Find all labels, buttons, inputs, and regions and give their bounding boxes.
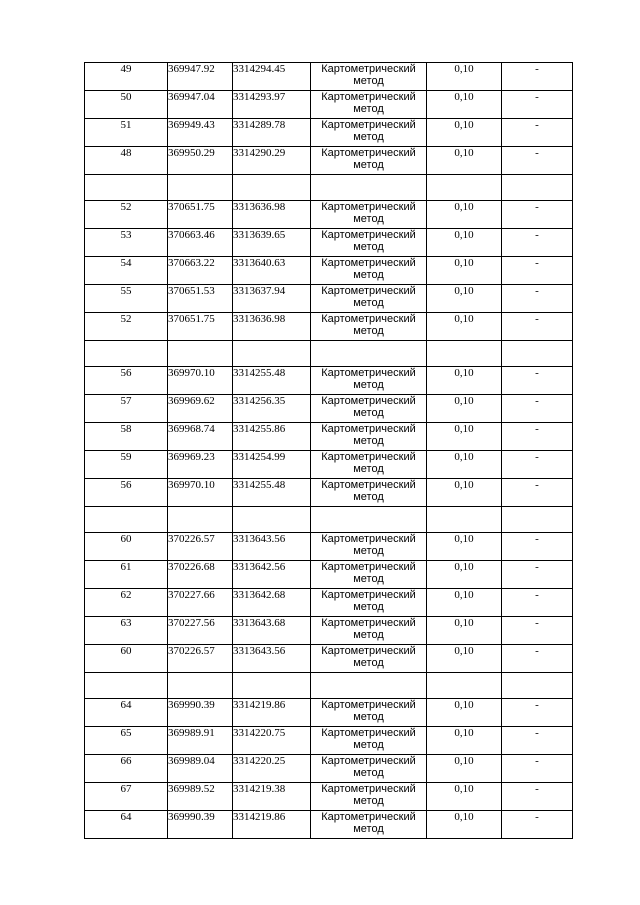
method-line-1: Картометрический xyxy=(321,617,416,629)
method-line-2: метод xyxy=(353,491,384,503)
method-line-2: метод xyxy=(353,739,384,751)
empty-cell xyxy=(85,673,168,699)
point-number: 61 xyxy=(85,561,168,589)
empty-cell xyxy=(85,507,168,533)
accuracy-value: 0,10 xyxy=(427,201,502,229)
coordinate-y: 3313643.56 xyxy=(233,645,311,673)
method-line-2: метод xyxy=(353,573,384,585)
point-number: 56 xyxy=(85,479,168,507)
coordinate-x: 369990.39 xyxy=(168,811,233,839)
empty-cell xyxy=(168,175,233,201)
accuracy-value: 0,10 xyxy=(427,423,502,451)
empty-cell xyxy=(311,341,427,367)
table-row xyxy=(85,423,573,451)
coordinate-x: 369989.04 xyxy=(168,755,233,783)
method-line-1: Картометрический xyxy=(321,147,416,159)
method-line-1: Картометрический xyxy=(321,119,416,131)
table-row xyxy=(85,755,573,783)
point-number: 48 xyxy=(85,147,168,175)
coordinate-y: 3313642.56 xyxy=(233,561,311,589)
method-line-2: метод xyxy=(353,241,384,253)
note-value: - xyxy=(502,811,573,839)
coordinate-x: 370663.46 xyxy=(168,229,233,257)
empty-cell xyxy=(427,673,502,699)
method-line-1: Картометрический xyxy=(321,811,416,823)
point-number: 65 xyxy=(85,727,168,755)
method-line-1: Картометрический xyxy=(321,699,416,711)
method-line-1: Картометрический xyxy=(321,313,416,325)
method-line-2: метод xyxy=(353,213,384,225)
method-cell xyxy=(311,561,427,589)
method-cell xyxy=(311,811,427,839)
method-line-1: Картометрический xyxy=(321,645,416,657)
table-row xyxy=(85,533,573,561)
separator-row xyxy=(85,673,573,699)
separator-row xyxy=(85,507,573,533)
table-row xyxy=(85,395,573,423)
note-value: - xyxy=(502,589,573,617)
method-cell xyxy=(311,783,427,811)
table-row xyxy=(85,617,573,645)
table-row xyxy=(85,561,573,589)
coordinate-y: 3313636.98 xyxy=(233,313,311,341)
point-number: 58 xyxy=(85,423,168,451)
point-number: 64 xyxy=(85,699,168,727)
table-row xyxy=(85,699,573,727)
method-line-2: метод xyxy=(353,325,384,337)
coordinate-x: 370226.57 xyxy=(168,645,233,673)
note-value: - xyxy=(502,313,573,341)
table-row xyxy=(85,201,573,229)
method-cell xyxy=(311,119,427,147)
accuracy-value: 0,10 xyxy=(427,313,502,341)
accuracy-value: 0,10 xyxy=(427,367,502,395)
table-row xyxy=(85,229,573,257)
point-number: 66 xyxy=(85,755,168,783)
method-cell xyxy=(311,147,427,175)
note-value: - xyxy=(502,645,573,673)
coordinate-y: 3314219.86 xyxy=(233,699,311,727)
empty-cell xyxy=(233,341,311,367)
method-cell xyxy=(311,63,427,91)
note-value: - xyxy=(502,783,573,811)
point-number: 55 xyxy=(85,285,168,313)
coordinate-x: 369968.74 xyxy=(168,423,233,451)
empty-cell xyxy=(85,341,168,367)
coordinate-y: 3314289.78 xyxy=(233,119,311,147)
method-cell xyxy=(311,699,427,727)
note-value: - xyxy=(502,201,573,229)
coordinate-y: 3314219.38 xyxy=(233,783,311,811)
method-line-2: метод xyxy=(353,75,384,87)
note-value: - xyxy=(502,451,573,479)
coordinate-x: 369989.52 xyxy=(168,783,233,811)
method-line-2: метод xyxy=(353,545,384,557)
accuracy-value: 0,10 xyxy=(427,479,502,507)
point-number: 56 xyxy=(85,367,168,395)
accuracy-value: 0,10 xyxy=(427,451,502,479)
note-value: - xyxy=(502,423,573,451)
coordinate-x: 369969.62 xyxy=(168,395,233,423)
point-number: 52 xyxy=(85,313,168,341)
method-line-1: Картометрический xyxy=(321,201,416,213)
method-line-2: метод xyxy=(353,435,384,447)
accuracy-value: 0,10 xyxy=(427,63,502,91)
accuracy-value: 0,10 xyxy=(427,285,502,313)
empty-cell xyxy=(168,673,233,699)
coordinate-x: 370226.57 xyxy=(168,533,233,561)
method-line-1: Картометрический xyxy=(321,589,416,601)
method-cell xyxy=(311,201,427,229)
table-row xyxy=(85,367,573,395)
accuracy-value: 0,10 xyxy=(427,755,502,783)
method-line-2: метод xyxy=(353,103,384,115)
accuracy-value: 0,10 xyxy=(427,119,502,147)
method-line-1: Картометрический xyxy=(321,367,416,379)
note-value: - xyxy=(502,479,573,507)
coordinate-x: 369949.43 xyxy=(168,119,233,147)
coordinate-y: 3314255.48 xyxy=(233,479,311,507)
empty-cell xyxy=(233,175,311,201)
coordinates-table xyxy=(84,62,573,839)
coordinate-y: 3314294.45 xyxy=(233,63,311,91)
accuracy-value: 0,10 xyxy=(427,257,502,285)
method-line-1: Картометрический xyxy=(321,91,416,103)
method-line-1: Картометрический xyxy=(321,229,416,241)
separator-row xyxy=(85,341,573,367)
note-value: - xyxy=(502,367,573,395)
method-cell xyxy=(311,229,427,257)
table-row xyxy=(85,91,573,119)
method-cell xyxy=(311,423,427,451)
empty-cell xyxy=(311,175,427,201)
coordinate-x: 370651.53 xyxy=(168,285,233,313)
table-row xyxy=(85,63,573,91)
method-line-1: Картометрический xyxy=(321,451,416,463)
coordinate-x: 369989.91 xyxy=(168,727,233,755)
coordinate-y: 3313636.98 xyxy=(233,201,311,229)
coordinate-y: 3314254.99 xyxy=(233,451,311,479)
method-line-1: Картометрический xyxy=(321,755,416,767)
empty-cell xyxy=(168,341,233,367)
table-row xyxy=(85,285,573,313)
method-line-1: Картометрический xyxy=(321,727,416,739)
coordinate-x: 370651.75 xyxy=(168,313,233,341)
note-value: - xyxy=(502,533,573,561)
point-number: 54 xyxy=(85,257,168,285)
note-value: - xyxy=(502,147,573,175)
table-row xyxy=(85,811,573,839)
empty-cell xyxy=(233,673,311,699)
empty-cell xyxy=(427,341,502,367)
note-value: - xyxy=(502,395,573,423)
method-cell xyxy=(311,727,427,755)
table-row xyxy=(85,479,573,507)
coordinate-y: 3314256.35 xyxy=(233,395,311,423)
coordinate-x: 369970.10 xyxy=(168,479,233,507)
note-value: - xyxy=(502,755,573,783)
coordinate-y: 3313639.65 xyxy=(233,229,311,257)
method-cell xyxy=(311,285,427,313)
accuracy-value: 0,10 xyxy=(427,395,502,423)
point-number: 62 xyxy=(85,589,168,617)
method-line-1: Картометрический xyxy=(321,423,416,435)
method-cell xyxy=(311,617,427,645)
table-row xyxy=(85,783,573,811)
accuracy-value: 0,10 xyxy=(427,617,502,645)
accuracy-value: 0,10 xyxy=(427,589,502,617)
note-value: - xyxy=(502,257,573,285)
point-number: 53 xyxy=(85,229,168,257)
table-row xyxy=(85,147,573,175)
note-value: - xyxy=(502,617,573,645)
table-row xyxy=(85,727,573,755)
method-cell xyxy=(311,755,427,783)
method-line-1: Картометрический xyxy=(321,561,416,573)
accuracy-value: 0,10 xyxy=(427,561,502,589)
point-number: 64 xyxy=(85,811,168,839)
coordinate-x: 369947.92 xyxy=(168,63,233,91)
accuracy-value: 0,10 xyxy=(427,727,502,755)
empty-cell xyxy=(502,507,573,533)
empty-cell xyxy=(233,507,311,533)
coordinate-x: 370227.56 xyxy=(168,617,233,645)
coordinate-y: 3314293.97 xyxy=(233,91,311,119)
point-number: 60 xyxy=(85,645,168,673)
coordinate-y: 3314220.75 xyxy=(233,727,311,755)
point-number: 52 xyxy=(85,201,168,229)
note-value: - xyxy=(502,229,573,257)
coordinate-y: 3313643.68 xyxy=(233,617,311,645)
method-cell xyxy=(311,367,427,395)
table-row xyxy=(85,257,573,285)
method-cell xyxy=(311,479,427,507)
empty-cell xyxy=(311,673,427,699)
coordinate-x: 370663.22 xyxy=(168,257,233,285)
note-value: - xyxy=(502,63,573,91)
accuracy-value: 0,10 xyxy=(427,783,502,811)
empty-cell xyxy=(85,175,168,201)
method-line-1: Картометрический xyxy=(321,395,416,407)
method-line-2: метод xyxy=(353,463,384,475)
point-number: 63 xyxy=(85,617,168,645)
method-line-2: метод xyxy=(353,767,384,779)
method-line-2: метод xyxy=(353,823,384,835)
method-cell xyxy=(311,91,427,119)
note-value: - xyxy=(502,561,573,589)
method-line-2: метод xyxy=(353,159,384,171)
method-line-2: метод xyxy=(353,629,384,641)
point-number: 57 xyxy=(85,395,168,423)
coordinate-y: 3314219.86 xyxy=(233,811,311,839)
method-cell xyxy=(311,395,427,423)
method-line-2: метод xyxy=(353,711,384,723)
method-line-1: Картометрический xyxy=(321,783,416,795)
accuracy-value: 0,10 xyxy=(427,811,502,839)
empty-cell xyxy=(168,507,233,533)
method-line-2: метод xyxy=(353,131,384,143)
point-number: 49 xyxy=(85,63,168,91)
method-cell xyxy=(311,589,427,617)
point-number: 67 xyxy=(85,783,168,811)
coordinate-y: 3314255.48 xyxy=(233,367,311,395)
coordinate-y: 3313640.63 xyxy=(233,257,311,285)
method-cell xyxy=(311,533,427,561)
accuracy-value: 0,10 xyxy=(427,645,502,673)
coordinate-x: 369950.29 xyxy=(168,147,233,175)
empty-cell xyxy=(502,673,573,699)
method-cell xyxy=(311,451,427,479)
coordinates-table-body xyxy=(85,63,573,839)
accuracy-value: 0,10 xyxy=(427,699,502,727)
accuracy-value: 0,10 xyxy=(427,533,502,561)
coordinate-y: 3313643.56 xyxy=(233,533,311,561)
accuracy-value: 0,10 xyxy=(427,229,502,257)
method-line-1: Картометрический xyxy=(321,479,416,491)
coordinate-y: 3314290.29 xyxy=(233,147,311,175)
coordinate-x: 369947.04 xyxy=(168,91,233,119)
table-row xyxy=(85,451,573,479)
note-value: - xyxy=(502,727,573,755)
empty-cell xyxy=(502,341,573,367)
method-line-2: метод xyxy=(353,269,384,281)
table-row xyxy=(85,119,573,147)
method-line-2: метод xyxy=(353,795,384,807)
empty-cell xyxy=(427,507,502,533)
method-line-2: метод xyxy=(353,601,384,613)
method-cell xyxy=(311,313,427,341)
empty-cell xyxy=(502,175,573,201)
method-line-1: Картометрический xyxy=(321,63,416,75)
note-value: - xyxy=(502,285,573,313)
note-value: - xyxy=(502,119,573,147)
separator-row xyxy=(85,175,573,201)
coordinate-y: 3314220.25 xyxy=(233,755,311,783)
point-number: 50 xyxy=(85,91,168,119)
note-value: - xyxy=(502,699,573,727)
method-line-2: метод xyxy=(353,297,384,309)
method-line-1: Картометрический xyxy=(321,285,416,297)
coordinate-y: 3313642.68 xyxy=(233,589,311,617)
method-line-2: метод xyxy=(353,657,384,669)
table-row xyxy=(85,589,573,617)
coordinate-y: 3313637.94 xyxy=(233,285,311,313)
coordinate-x: 370227.66 xyxy=(168,589,233,617)
coordinate-x: 370226.68 xyxy=(168,561,233,589)
method-cell xyxy=(311,645,427,673)
coordinate-x: 369969.23 xyxy=(168,451,233,479)
method-cell xyxy=(311,257,427,285)
coordinate-y: 3314255.86 xyxy=(233,423,311,451)
method-line-1: Картометрический xyxy=(321,533,416,545)
empty-cell xyxy=(311,507,427,533)
empty-cell xyxy=(427,175,502,201)
method-line-1: Картометрический xyxy=(321,257,416,269)
point-number: 59 xyxy=(85,451,168,479)
coordinate-x: 369970.10 xyxy=(168,367,233,395)
point-number: 51 xyxy=(85,119,168,147)
coordinate-x: 370651.75 xyxy=(168,201,233,229)
table-row xyxy=(85,645,573,673)
coordinate-x: 369990.39 xyxy=(168,699,233,727)
accuracy-value: 0,10 xyxy=(427,147,502,175)
method-line-2: метод xyxy=(353,407,384,419)
table-row xyxy=(85,313,573,341)
method-line-2: метод xyxy=(353,379,384,391)
point-number: 60 xyxy=(85,533,168,561)
note-value: - xyxy=(502,91,573,119)
accuracy-value: 0,10 xyxy=(427,91,502,119)
